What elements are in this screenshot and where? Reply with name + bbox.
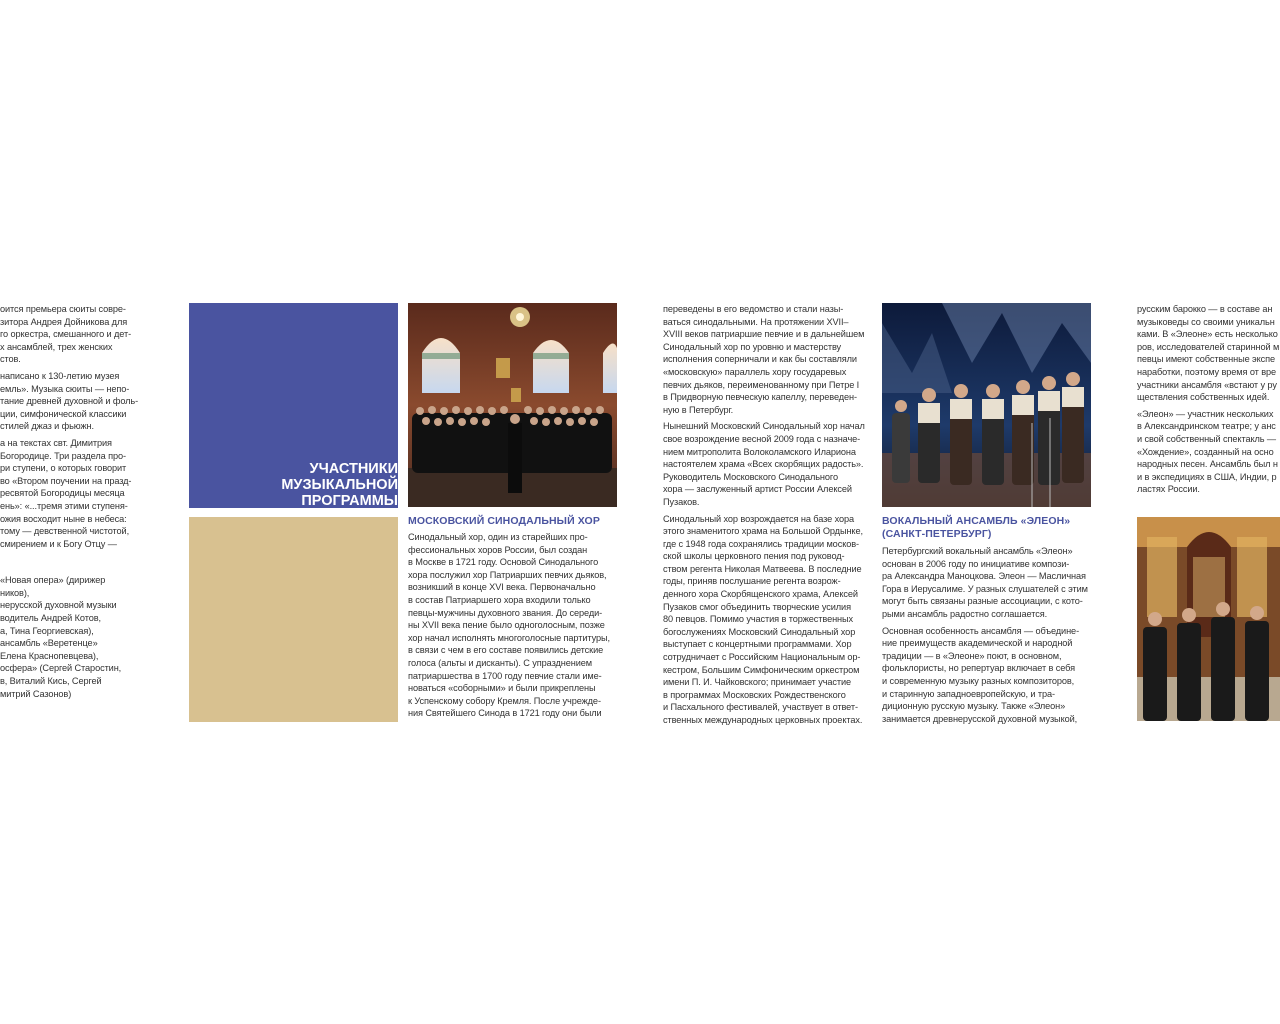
eleon-paragraph-1: Петербургский вокальный ансамбль «Элеон» основан в 2006 году по инициативе компози- ра Александра Маноцкова. Элеон — Масличная Гора в Иерусалиме. У разных слушателей с этим могут быть связаны разные ассоциации, с кото- рыми ансамбль радостно соглашается. — [882, 546, 1088, 619]
synodal-choir-heading: МОСКОВСКИЙ СИНОДАЛЬНЫЙ ХОР — [408, 515, 600, 527]
eleon-ensemble-photo — [882, 303, 1091, 507]
decorative-tan-box — [189, 517, 398, 722]
section-title: УЧАСТНИКИ МУЗЫКАЛЬНОЙ ПРОГРАММЫ — [281, 461, 398, 509]
section-title-box — [189, 303, 398, 508]
text-column-synodal — [408, 531, 623, 724]
text-column-eleon — [882, 545, 1097, 729]
eleon-paragraph-2: Основная особенность ансамбля — объедине- ние преимуществ академической и народной традиции — в «Элеоне» поют, в основном, фольклористы, но репертуар включает в себя и современную музыку разных композиторов, и старинную западноевропейскую, и тра- диционную русскую музыку. Также «Элеон» занимается древнерусской духовной музыкой, — [882, 625, 1080, 724]
eleon-paragraph-3: русским барокко — в составе ан музыковеды со своими уникальн ками. В «Элеоне» есть несколько ров, исследователей старинной м певцы имеют собственные экспе наработки, поэтому время от вре участники ансамбля «встают у ру ществления собственных идей. — [1137, 304, 1280, 403]
synodal-paragraph-3: Нынешний Московский Синодальный хор начал свое возрождение весной 2009 года с назначе- нием митрополита Волоколамского Илариона настоятелем храма «Всех скорбящих радость». Руководитель Московского Синодального хора — заслуженный артист России Алексей Пузаков. — [663, 421, 865, 507]
synodal-paragraph-4: Синодальный хор возрождается на базе хора этого знаменитого храма на Большой Ордынке, где с 1948 года сохранялись традиции москов- ской школы церковного пения под руковод- ством регента Николая Матвеева. В последние годы, приняв послушание регента возрож- денного хора Скорбященского храма, Алексей Пузаков смог объединить творческие усилия 80 певцов. Помимо участия в торжественных богослужениях Московский Синодальный хор выступает с концертными программами. Хор сотрудничает с Российским Национальным ор- кестром, Большим Симфоническим оркестром имени П. И. Чайковского; принимает участие в программах Московских Рождественского и Пасхального фестивалей, участвует в ответ- ственных международных церковных проектах. — [663, 513, 863, 725]
intro-paragraph-1: оится премьера сюиты совре- зитора Андрея Дойникова для го оркестра, смешанного и дет- х ансамблей, трех женских стов. — [0, 304, 132, 365]
eleon-heading: ВОКАЛЬНЫЙ АНСАМБЛЬ «ЭЛЕОН» (САНКТ-ПЕТЕРБУРГ) — [882, 515, 1071, 540]
text-column-synodal-continued — [663, 303, 878, 731]
intro-paragraph-4: «Новая опера» (дирижер ников), нерусской духовной музыки водитель Андрей Котов, а, Тина Георгиевская), ансамбль «Веретенце» Елена Краснопевцева), осфера» (Сергей Старостин, в, Виталий Кись, Сергей митрий Сазонов) — [0, 575, 122, 699]
eleon-paragraph-4: «Элеон» — участник нескольких в Александринском театре; у анс и свой собственный спектакль — «Хождение», созданный на осно народных песен. Ансамбль был н и в экспедициях в США, Индии, р ластях России. — [1137, 408, 1278, 495]
intro-paragraph-2: написано к 130-летию музея емль». Музыка сюиты — непо- тание древней духовной и фоль- ции, симфонической классики стилей джаз и фьюжн. — [0, 370, 139, 432]
intro-paragraph-3: а на текстах свт. Димитрия Богородице. Три раздела про- ри ступени, о которых говорит во «Втором поучении на празд- ресвятой Богородицы месяца ень»: «...тремя этими ступеня- ожия восходит ныне в небеса: тому — девственной чистотой, смирением и к Богу Отцу — — [0, 437, 132, 549]
synodal-paragraph-2: переведены в его ведомство и стали назы- ваться синодальными. На протяжении XVII– XVIII веков патриаршие певчие и в дальнейшем Синодальный хор по уровню и мастерству исполнения соперничали и как бы составляли «московскую» параллель хору государевых певчих дьяков, переименованному при Петре I в Придворную певческую капеллу, переведен- ную в Петербург. — [663, 304, 865, 415]
eleon-church-photo — [1137, 517, 1280, 721]
synodal-choir-photo — [408, 303, 617, 507]
text-column-eleon-continued — [1137, 303, 1280, 500]
synodal-paragraph-1: Синодальный хор, один из старейших про- фессиональных хоров России, был создан в Москве в 1721 году. Основой Синодального хора послужил хор Патриарших певчих дьяков, возникший в конце XVI века. Первоначально в состав Патриаршего хора входили только певцы-мужчины духовного звания. До середи- ны XVII века пение было одноголосным, позже хор начал исполнять многоголосные партитуры, в связи с чем в его составе появились детские голоса (альты и дисканты). С упразднением патриаршества в 1700 году певчие стали име- новаться «соборными» и были прикреплены к Успенскому собору Кремля. После учрежде- ния Святейшего Синода в 1721 году они были — [408, 532, 610, 719]
text-column-intro — [0, 303, 150, 704]
